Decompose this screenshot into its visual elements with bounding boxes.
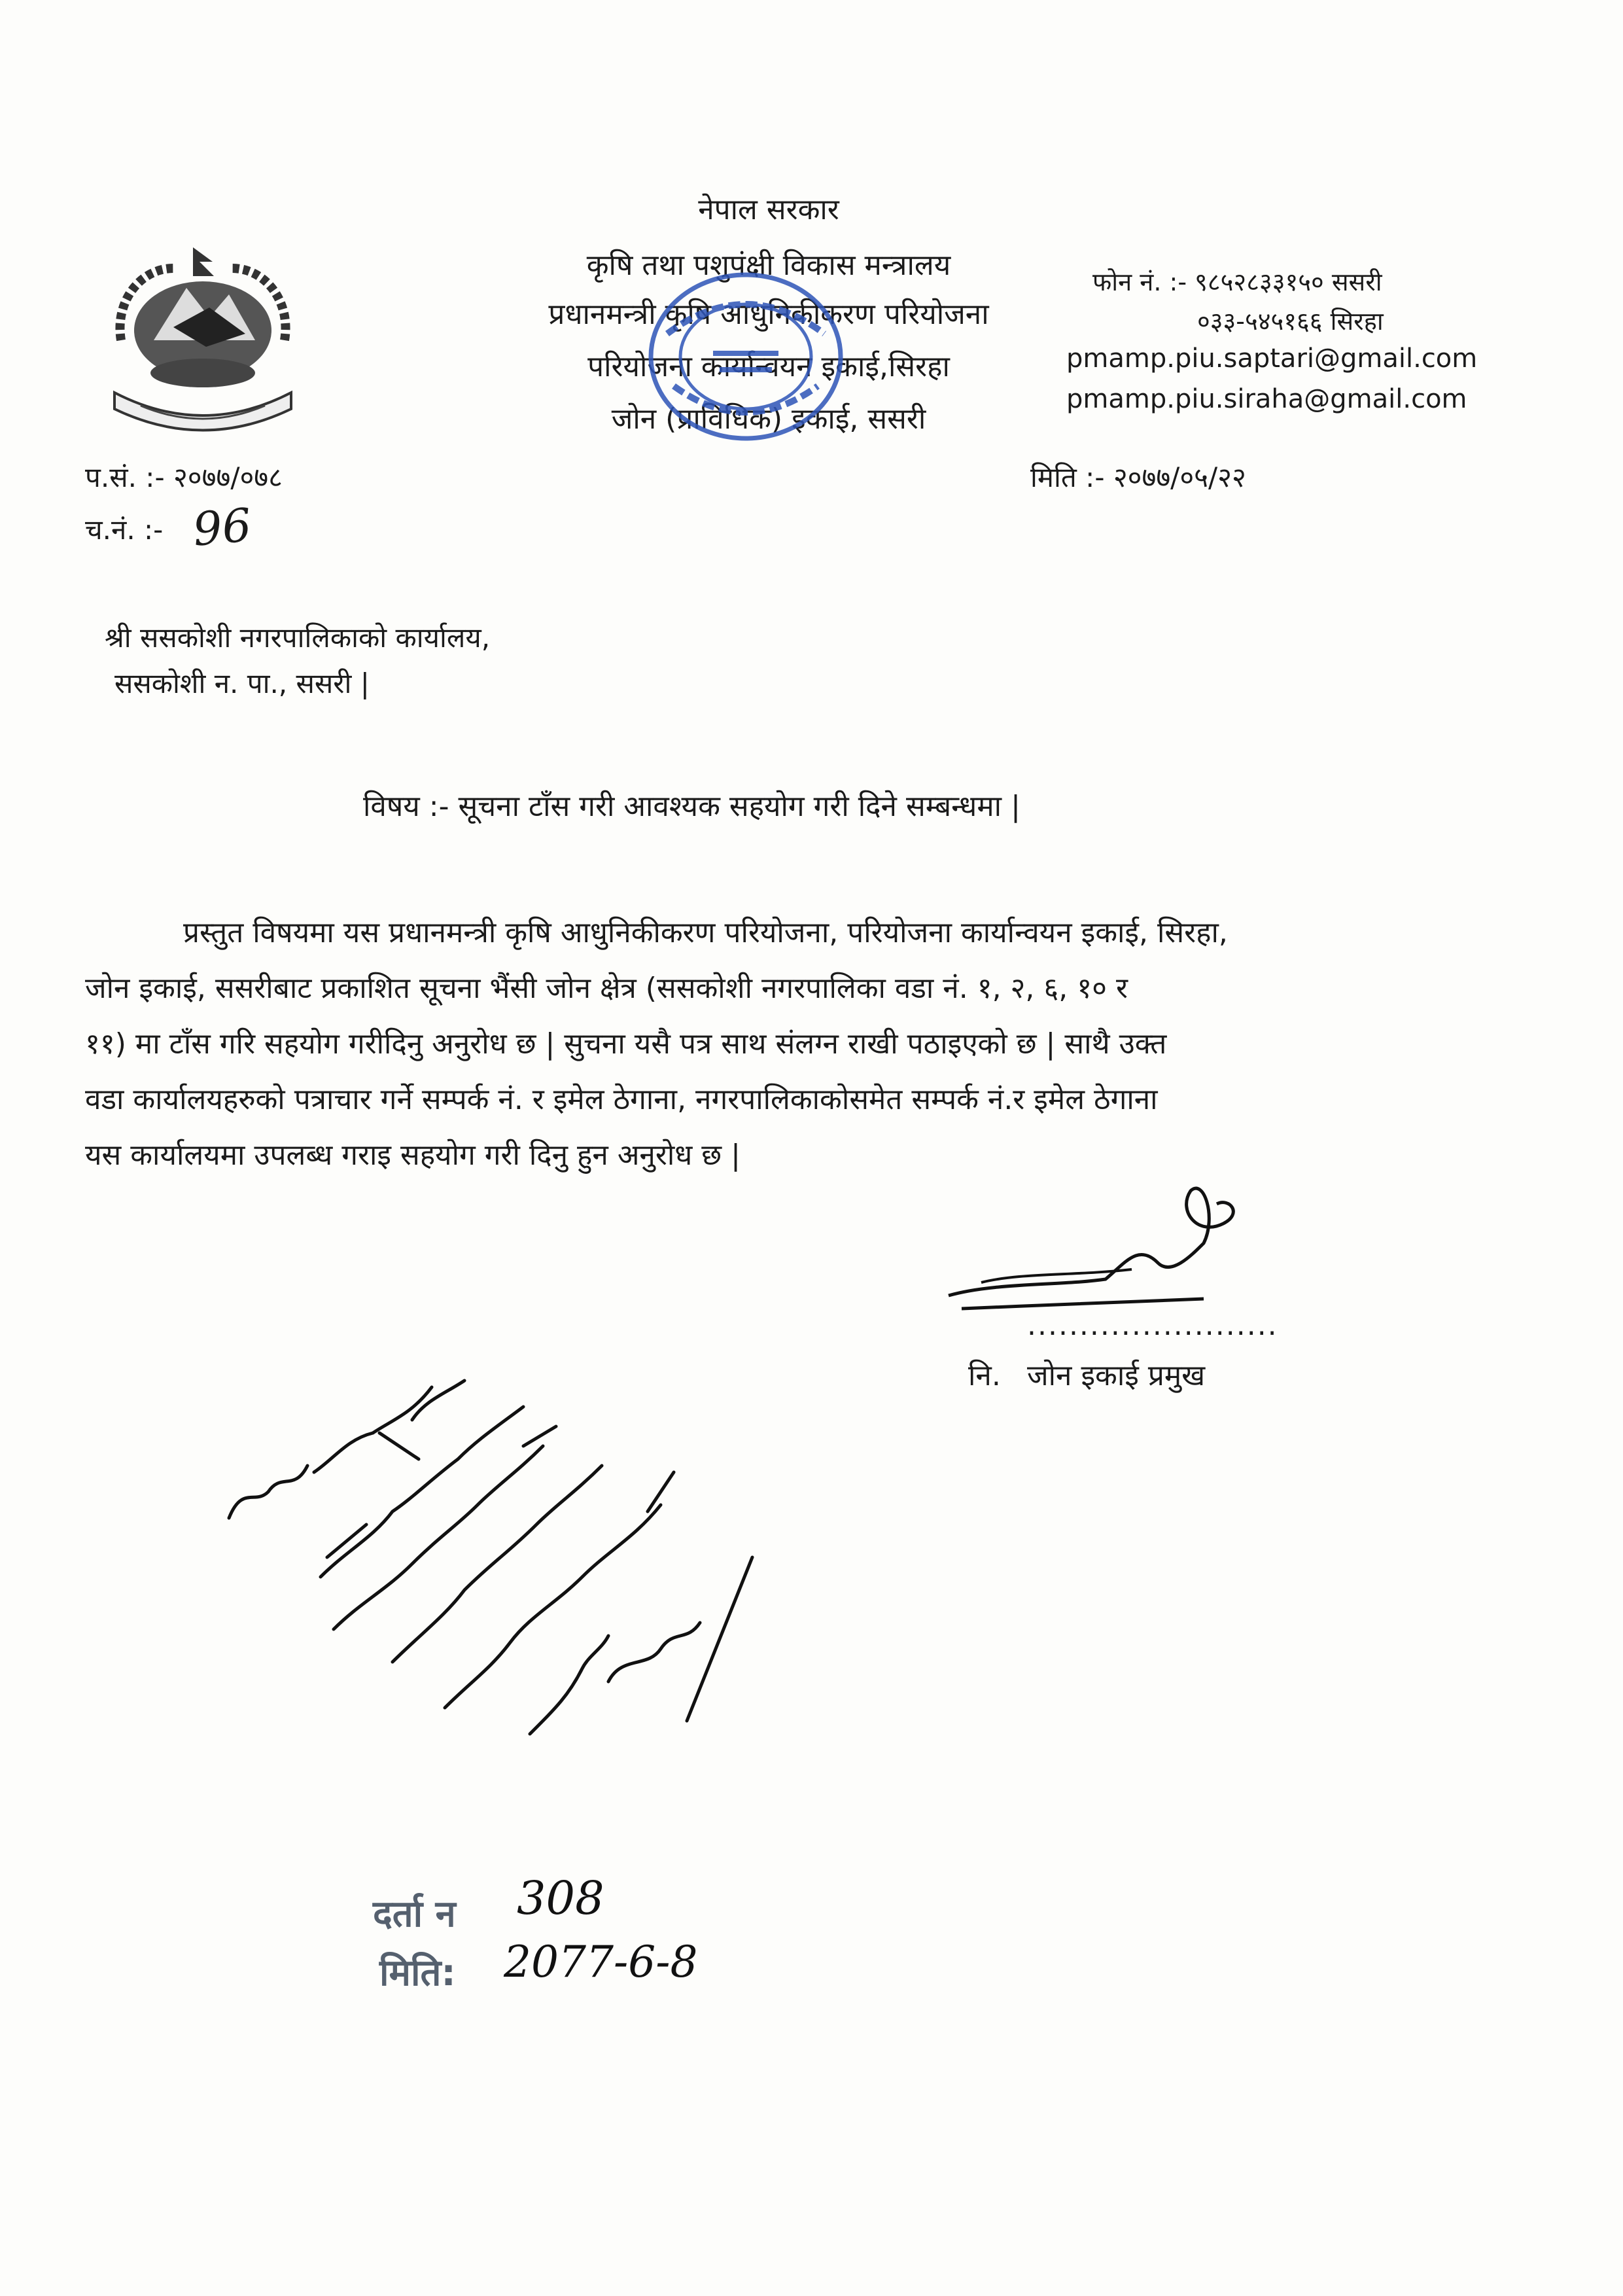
dispatch-number-handwritten: 96 (190, 498, 254, 557)
signatory-title: जोन इकाई प्रमुख (1027, 1359, 1206, 1392)
handwritten-note (216, 1341, 805, 1799)
contact-phone-saptari: फोन नं. :- ९८५२८३३१५० ससरी (1092, 268, 1382, 296)
registration-number: 308 (517, 1871, 604, 1925)
header-line-zone: जोन (प्राविधिक) इकाई, ससरी (611, 402, 926, 436)
header-line-government: नेपाल सरकार (698, 193, 839, 226)
nepal-emblem-icon (95, 242, 311, 432)
dispatch-number-label: च.नं. :- (85, 514, 164, 546)
letter-date: मिति :- २०७७/०५/२२ (1030, 461, 1246, 493)
registration-label: दर्ता न (373, 1893, 456, 1935)
registration-date-label: मिति: (379, 1952, 456, 1994)
contact-phone-siraha: ०३३-५४५१६६ सिरहा (1197, 307, 1384, 336)
body-line-4: वडा कार्यालयहरुको पत्राचार गर्ने सम्पर्क नं. र इमेल ठेगाना, नगरपालिकाकोसमेत सम्पर्क नं.र इमेल ठेगाना (85, 1083, 1158, 1116)
recipient-office: श्री ससकोशी नगरपालिकाको कार्यालय, (105, 622, 491, 654)
contact-email-saptari: pmamp.piu.saptari@gmail.com (1066, 344, 1478, 374)
letter-reference-number: प.सं. :- २०७७/०७८ (85, 461, 283, 493)
signature-dotted-line: ........................ (1027, 1309, 1278, 1342)
recipient-address: ससकोशी न. पा., ससरी | (114, 667, 370, 699)
header-line-project: प्रधानमन्त्री कृषि आधुनिकीकरण परियोजना (548, 298, 989, 331)
contact-email-siraha: pmamp.piu.siraha@gmail.com (1066, 384, 1467, 414)
signatory-prefix: नि. (968, 1359, 1001, 1392)
body-line-1: प्रस्तुत विषयमा यस प्रधानमन्त्री कृषि आधुनिकीकरण परियोजना, परियोजना कार्यान्वयन इकाई, सिरहा, (183, 916, 1228, 949)
registration-date: 2077-6-8 (504, 1937, 698, 1987)
header-line-piu: परियोजना कार्यान्वयन इकाई,सिरहा (587, 350, 950, 383)
office-seal-icon (641, 262, 850, 451)
header-line-ministry: कृषि तथा पशुपंक्षी विकास मन्त्रालय (586, 249, 951, 282)
body-line-2: जोन इकाई, ससरीबाट प्रकाशित सूचना भैंसी जोन क्षेत्र (ससकोशी नगरपालिका वडा नं. १, २, ६, १० र (85, 972, 1128, 1005)
body-line-3: ११) मा टाँस गरि सहयोग गरीदिनु अनुरोध छ | सुचना यसै पत्र साथ संलग्न राखी पठाइएको छ | साथै उक्त (85, 1027, 1167, 1061)
body-line-5: यस कार्यालयमा उपलब्ध गराइ सहयोग गरी दिनु हुन अनुरोध छ | (85, 1139, 741, 1172)
letter-subject: विषय :- सूचना टाँस गरी आवश्यक सहयोग गरी दिने सम्बन्धमा | (363, 790, 1021, 823)
